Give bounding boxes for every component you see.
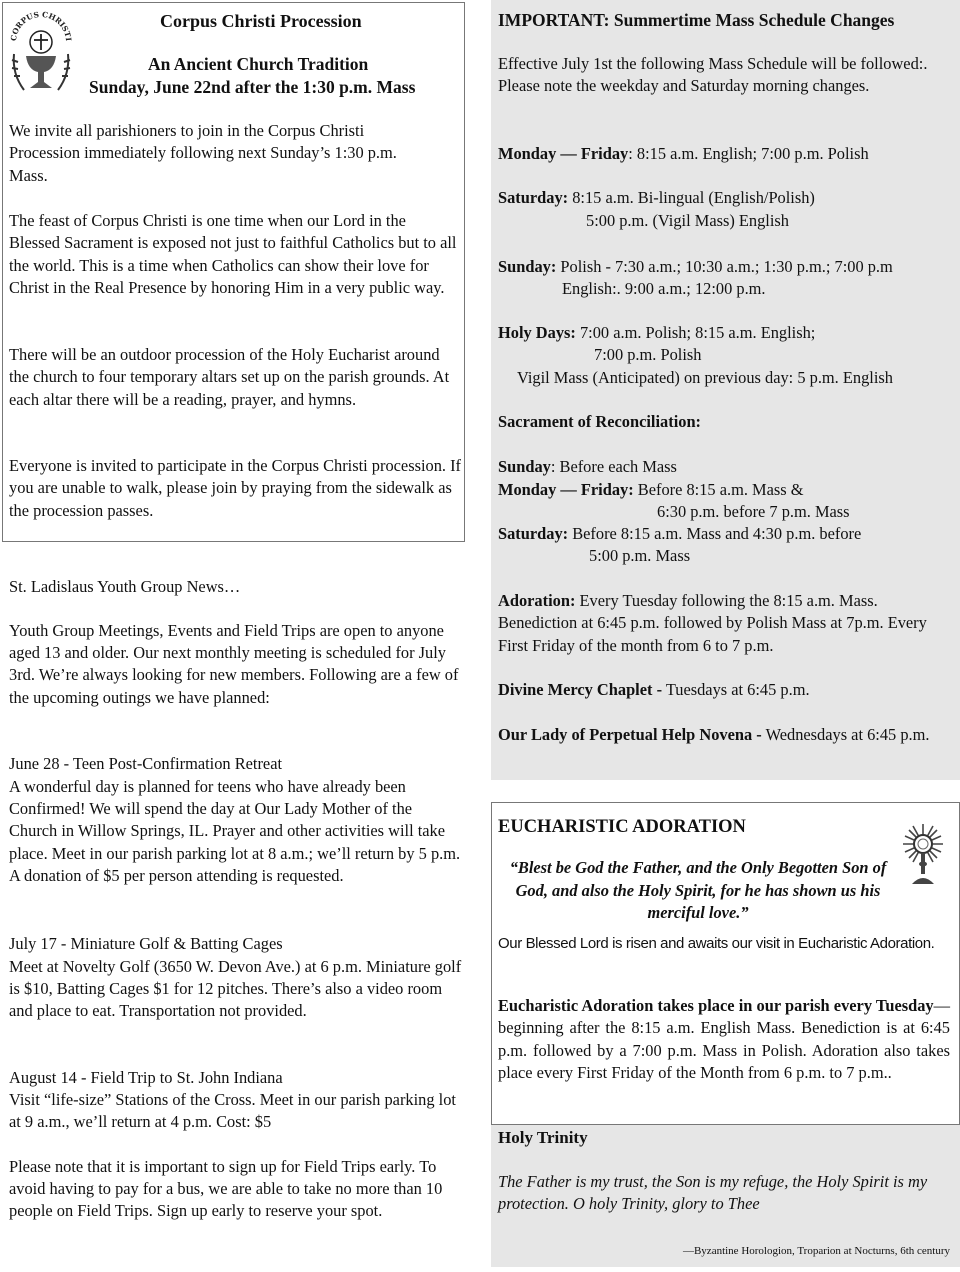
mass-schedule-panel [491, 0, 960, 780]
reconciliation-title: Sacrament of Reconciliation: [498, 412, 702, 431]
schedule-sunday-line2: English:. 9:00 a.m.; 12:00 p.m. [562, 279, 766, 298]
schedule-saturday: Saturday: 8:15 a.m. Bi-lingual (English/Polish) [498, 188, 815, 207]
adoration-title: EUCHARISTIC ADORATION [498, 817, 746, 837]
youth-title: St. Ladislaus Youth Group News… [9, 577, 241, 596]
holy-trinity-prayer: The Father is my trust, the Son is my refuge, the Holy Spirit is my protection. O holy Trinity, glory to Thee [498, 1172, 928, 1214]
corpus-christi-logo [8, 8, 74, 100]
event-1-title: June 28 - Teen Post-Confirmation Retreat [9, 754, 283, 773]
event-3-title: August 14 - Field Trip to St. John Indiana [9, 1068, 283, 1087]
adoration-paragraph-1: Our Blessed Lord is risen and awaits our visit in Eucharistic Adoration. [498, 935, 935, 952]
holy-trinity-title: Holy Trinity [498, 1128, 588, 1147]
schedule-holy-days-line2: 7:00 p.m. Polish [594, 345, 702, 364]
corpus-paragraph-1: We invite all parishioners to join in the Corpus Christi Procession immediately following next Sunday’s 1:30 p.m. Mass. [9, 121, 397, 185]
schedule-intro: Effective July 1st the following Mass Schedule will be followed:. Please note the weekday and Saturday morning changes. [498, 54, 928, 96]
event-2-text: Meet at Novelty Golf (3650 W. Devon Ave.) at 6 p.m. Miniature golf is $10, Batting Cages $1 for 12 pitches. There’s also a video room and place to eat. Transportation not provided. [9, 957, 462, 1021]
schedule-holy-days: Holy Days: 7:00 a.m. Polish; 8:15 a.m. English; [498, 323, 816, 342]
event-2-title: July 17 - Miniature Golf & Batting Cages [9, 934, 283, 953]
corpus-subtitle-1: An Ancient Church Tradition [148, 54, 369, 74]
reconciliation-sunday: Sunday: Before each Mass [498, 457, 677, 476]
corpus-paragraph-2: The feast of Corpus Christi is one time when our Lord in the Blessed Sacrament is exposed not just to faithful Catholics but to all the world. This is a time when Catholics can show their love for Christ in the Real Presence by honoring Him in a very public way. [9, 211, 457, 298]
reconciliation-monday-friday: Monday — Friday: Before 8:15 a.m. Mass & [498, 480, 804, 499]
event-3-text: Visit “life-size” Stations of the Cross. Meet in our parish parking lot at 9 a.m., we’ll return at 4 p.m. Cost: $5 [9, 1090, 456, 1132]
adoration-quote: “Blest be God the Father, and the Only Begotten Son of God, and also the Holy Spirit, for he has shown us his merciful love.” [509, 858, 887, 922]
holy-trinity-source: —Byzantine Horologion, Troparion at Nocturns, 6th century [682, 1245, 950, 1257]
schedule-holy-days-line3: Vigil Mass (Anticipated) on previous day: 5 p.m. English [517, 368, 893, 387]
divine-mercy-chaplet: Divine Mercy Chaplet - Tuesdays at 6:45 p.m. [498, 680, 810, 699]
reconciliation-monday-friday-line2: 6:30 p.m. before 7 p.m. Mass [657, 502, 850, 521]
schedule-sunday: Sunday: Polish - 7:30 a.m.; 10:30 a.m.; 1:30 p.m.; 7:00 p.m [498, 257, 893, 276]
schedule-title: IMPORTANT: Summertime Mass Schedule Changes [498, 10, 895, 30]
adoration-schedule: Adoration: Every Tuesday following the 8:15 a.m. Mass. Benediction at 6:45 p.m. followed by Polish Mass at 7p.m. Every First Friday of the month from 6 to 7 p.m. [498, 591, 927, 655]
reconciliation-saturday-line2: 5:00 p.m. Mass [589, 546, 691, 565]
youth-closing: Please note that it is important to sign up for Field Trips early. To avoid having to pay for a bus, we are able to take no more than 10 people on Field Trips. Sign up early to reserve your spot. [9, 1157, 443, 1221]
corpus-paragraph-4: Everyone is invited to participate in the Corpus Christi procession. If you are unable to walk, please join by praying from the sidewalk as the procession passes. [9, 456, 462, 520]
reconciliation-saturday: Saturday: Before 8:15 a.m. Mass and 4:30 p.m. before [498, 524, 862, 543]
schedule-monday-friday: Monday — Friday: 8:15 a.m. English; 7:00 p.m. Polish [498, 144, 869, 163]
adoration-paragraph-2: Eucharistic Adoration takes place in our parish every Tuesday—beginning after the 8:15 a.m. English Mass. Benediction is at 6:45 p.m. followed by a 7:00 p.m. Mass in Polish. Adoration also takes place every First Friday of the Month from 6 p.m. to 7 p.m.. [498, 996, 950, 1083]
corpus-title: Corpus Christi Procession [160, 11, 362, 31]
perpetual-help-novena: Our Lady of Perpetual Help Novena - Wednesdays at 6:45 p.m. [498, 725, 930, 744]
youth-intro: Youth Group Meetings, Events and Field Trips are open to anyone aged 13 and older. Our next monthly meeting is scheduled for July 3rd. We’re always looking for new members. Following are a few of the upcoming outings we have planned: [9, 621, 459, 707]
corpus-subtitle-2: Sunday, June 22nd after the 1:30 p.m. Mass [89, 77, 416, 97]
corpus-paragraph-3: There will be an outdoor procession of the Holy Eucharist around the church to four temporary altars set up on the parish grounds. At each altar there will be a reading, prayer, and hymns. [9, 345, 450, 409]
svg-text:CORPUS CHRISTI: CORPUS CHRISTI [8, 9, 74, 42]
schedule-saturday-line2: 5:00 p.m. (Vigil Mass) English [586, 211, 789, 230]
monstrance-icon [900, 822, 946, 888]
event-1-text: A wonderful day is planned for teens who have already been Confirmed! We will spend the day at Our Lady Mother of the Church in Willow Springs, IL. Prayer and other activities will take place. Meet in our parish parking lot at 8 a.m.; we’ll return by 5 p.m. A donation of $5 per person attending is requested. [9, 777, 461, 885]
